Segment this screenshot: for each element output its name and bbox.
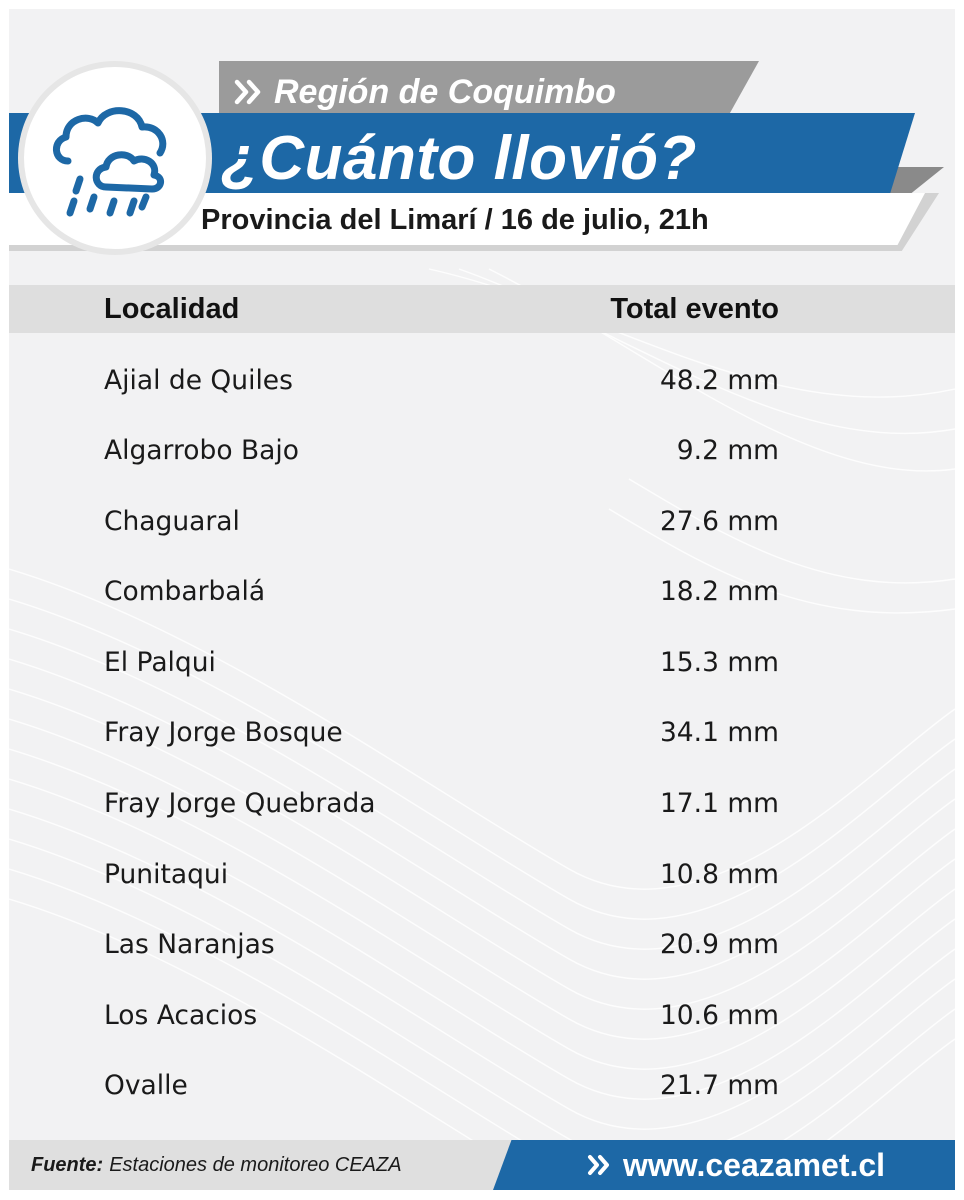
rainfall-total: 21.7 mm: [659, 1070, 779, 1102]
infographic-card: [9, 9, 955, 1190]
source-note: [31, 1140, 402, 1190]
location-name: Los Acacios: [104, 999, 258, 1031]
source-text: Estaciones de monitoreo CEAZA: [109, 1153, 402, 1176]
table-row: [9, 486, 955, 557]
table-row: [9, 980, 955, 1051]
region-text: Región de Coquimbo: [274, 72, 616, 111]
table-row: [9, 557, 955, 628]
rainfall-total: 9.2 mm: [676, 435, 779, 467]
table-row: [9, 839, 955, 910]
double-chevron-icon: [587, 1154, 613, 1176]
column-header-total: Total evento: [610, 292, 779, 325]
location-name: Ajial de Quiles: [104, 364, 293, 396]
rain-cloud-icon: [46, 89, 184, 227]
rainfall-total: 48.2 mm: [659, 364, 779, 396]
website-url[interactable]: www.ceazamet.cl: [623, 1146, 886, 1183]
location-name: Algarrobo Bajo: [104, 435, 299, 467]
table-row: [9, 769, 955, 840]
table-row: [9, 345, 955, 416]
location-name: Fray Jorge Quebrada: [104, 788, 376, 820]
rainfall-total: 17.1 mm: [659, 788, 779, 820]
double-chevron-icon: [234, 79, 264, 105]
location-name: Ovalle: [104, 1070, 188, 1102]
rainfall-total: 27.6 mm: [659, 505, 779, 537]
table-row: [9, 627, 955, 698]
location-name: Las Naranjas: [104, 929, 275, 961]
location-name: Combarbalá: [104, 576, 266, 608]
location-name: Fray Jorge Bosque: [104, 717, 343, 749]
page-title: ¿Cuánto llovió?: [221, 123, 697, 193]
table-row: [9, 910, 955, 981]
table-row: [9, 416, 955, 487]
region-label: [234, 67, 616, 117]
rainfall-total: 18.2 mm: [659, 576, 779, 608]
rainfall-table: [9, 345, 955, 1122]
rainfall-total: 34.1 mm: [659, 717, 779, 749]
rain-icon-badge: [24, 67, 206, 249]
website-link[interactable]: [587, 1140, 885, 1190]
rainfall-total: 10.8 mm: [659, 858, 779, 890]
location-name: Punitaqui: [104, 858, 229, 890]
source-label: Fuente:: [31, 1153, 104, 1176]
rainfall-total: 15.3 mm: [659, 646, 779, 678]
location-name: Chaguaral: [104, 505, 240, 537]
column-header-localidad: Localidad: [104, 292, 240, 325]
table-row: [9, 1051, 955, 1122]
table-row: [9, 698, 955, 769]
page-subtitle: Provincia del Limarí / 16 de julio, 21h: [201, 203, 709, 236]
table-header: [9, 285, 955, 333]
rainfall-total: 20.9 mm: [659, 929, 779, 961]
rainfall-total: 10.6 mm: [659, 999, 779, 1031]
location-name: El Palqui: [104, 646, 216, 678]
